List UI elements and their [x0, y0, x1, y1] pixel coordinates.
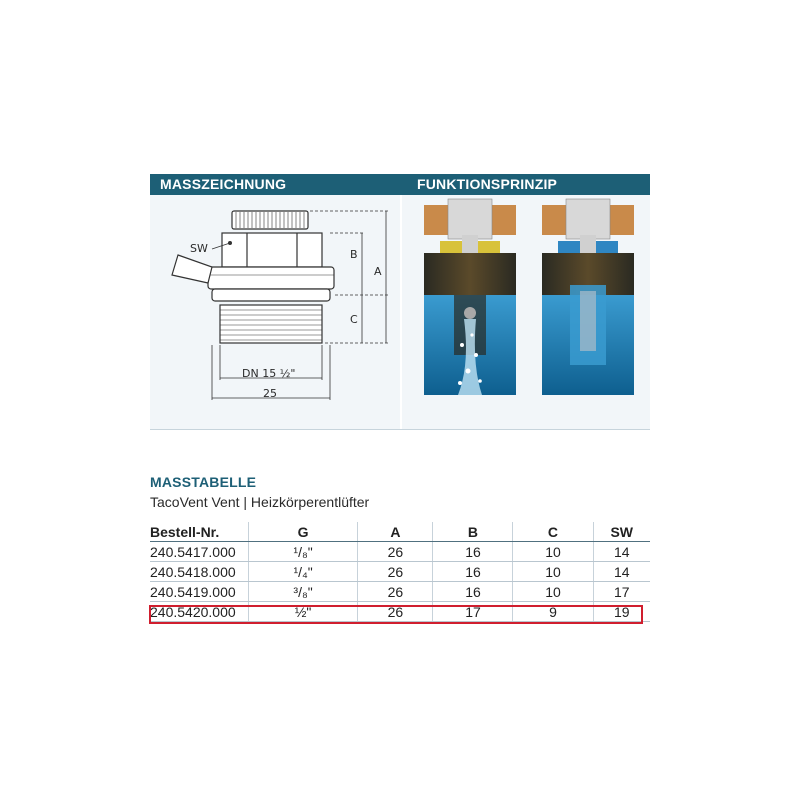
cell-order-no: 240.5420.000	[150, 602, 248, 622]
valve-closed-illustration	[542, 199, 634, 395]
dimension-a-label: A	[374, 265, 382, 278]
panel-bottom-line	[150, 429, 650, 430]
cell-a: 26	[358, 602, 433, 622]
cell-sw: 14	[593, 562, 650, 582]
dimension-table-subtitle: TacoVent Vent | Heizkörperentlüfter	[150, 494, 370, 510]
cell-sw: 17	[593, 582, 650, 602]
cell-g: ¹/₄"	[248, 562, 358, 582]
cell-a: 26	[358, 582, 433, 602]
width-dimension-label: 25	[263, 387, 277, 400]
column-header-b: B	[433, 522, 513, 542]
function-principle-panel	[402, 195, 650, 430]
cell-a: 26	[358, 562, 433, 582]
cell-g: ¹/₈"	[248, 542, 358, 562]
valve-dimension-drawing	[150, 195, 400, 430]
dimension-drawing-panel	[150, 195, 400, 430]
dimension-drawing-title: MASSZEICHNUNG	[160, 176, 287, 192]
cell-c: 10	[513, 562, 593, 582]
table-row	[150, 582, 650, 602]
cell-sw: 19	[593, 602, 650, 622]
cell-c: 10	[513, 542, 593, 562]
cell-sw: 14	[593, 542, 650, 562]
cell-b: 16	[433, 582, 513, 602]
section-header-bar	[150, 174, 650, 195]
table-row	[150, 562, 650, 582]
column-header-sw: SW	[593, 522, 650, 542]
panel-divider	[400, 195, 402, 430]
column-header-a: A	[358, 522, 433, 542]
table-header-row	[150, 522, 650, 542]
cell-a: 26	[358, 542, 433, 562]
column-header-order-no: Bestell-Nr.	[150, 522, 248, 542]
sw-label: SW	[190, 242, 208, 255]
highlighted-row-frame	[149, 605, 643, 624]
cell-g: ³/₈"	[248, 582, 358, 602]
cell-c: 10	[513, 582, 593, 602]
table-row	[150, 542, 650, 562]
column-header-c: C	[513, 522, 593, 542]
cell-order-no: 240.5418.000	[150, 562, 248, 582]
cell-order-no: 240.5417.000	[150, 542, 248, 562]
dimension-c-label: C	[350, 313, 358, 326]
dn-size-label: DN 15 ½"	[242, 367, 296, 380]
cell-order-no: 240.5419.000	[150, 582, 248, 602]
column-header-g: G	[248, 522, 358, 542]
valve-open-illustration	[424, 199, 516, 395]
cell-b: 17	[433, 602, 513, 622]
cell-b: 16	[433, 562, 513, 582]
dimension-table-title: MASSTABELLE	[150, 474, 257, 490]
cell-c: 9	[513, 602, 593, 622]
dimension-b-label: B	[350, 248, 358, 261]
function-principle-title: FUNKTIONSPRINZIP	[417, 176, 558, 192]
cell-g: ½"	[248, 602, 358, 622]
function-principle-illustration	[402, 195, 650, 430]
cell-b: 16	[433, 542, 513, 562]
